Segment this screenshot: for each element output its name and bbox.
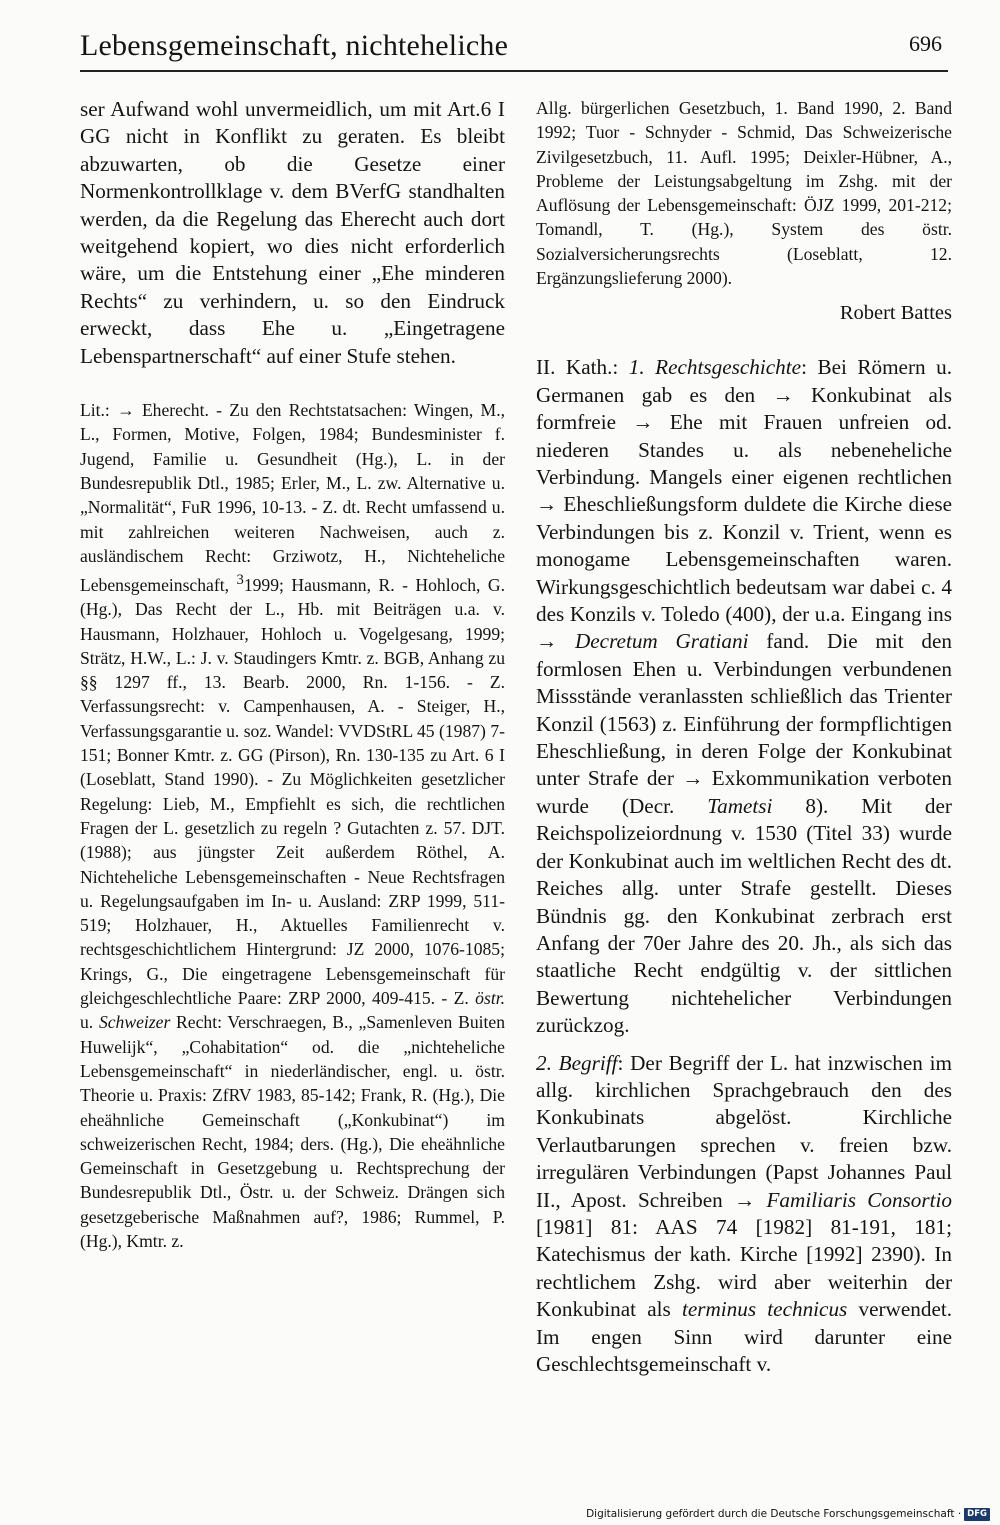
section-begriff <box>536 1050 952 1379</box>
literature-paragraph <box>80 398 505 1253</box>
section-italic: Decretum Gratiani <box>574 629 749 654</box>
section-heading: 1. Rechtsgeschichte <box>628 355 802 380</box>
section-text: : Der Begriff der L. hat inzwischen im allg. kirchlichen Sprachgebrauch den des Konkubinats abgelöst. Kirchliche Verlautbarungen sprechen v. freien bzw. irregulären Verbindungen (Papst Johannes Paul II., Apost. Schreiben → <box>536 1050 952 1212</box>
literature-text: Recht: Verschraegen, B., „Samenleven Buiten Huwelijk“, „Cohabitation“ od. die „nichteheliche Lebensgemeinschaft“ in niederländischer, engl. u. östr. Theorie u. Praxis: ZfRV 1983, 85-142; Frank, R. (Hg.), Die eheähnliche Gemeinschaft („Konkubinat“) im schweizerischen Recht, 1984; ders. (Hg.), Die eheähnliche Gemeinschaft in Gesetzgebung u. Rechtsprechung der Bundesrepublik Dtl., Östr. u. der Schweiz. Drängen sich gesetzgeberische Maßnahmen auf?, 1986; Rummel, P. (Hg.), Kmtr. z. <box>80 1012 505 1252</box>
edition-superscript: 3 <box>236 572 244 589</box>
section-italic: Tametsi <box>707 793 773 818</box>
section-rechtsgeschichte <box>536 354 952 1039</box>
literature-italic: Schweizer <box>98 1012 171 1033</box>
literature-continuation: Allg. bürgerlichen Gesetzbuch, 1. Band 1990, 2. Band 1992; Tuor - Schnyder - Schmid, Das Schweizerische Zivilgesetzbuch, 11. Aufl. 1995; Deixler-Hübner, A., Probleme der Leistungsabgeltung im Zshg. mit der Auflösung der Lebensgemeinschaft: ÖJZ 1999, 201-212; Tomandl, T. (Hg.), System des östr. Sozialversicherungsrechts (Loseblatt, 12. Ergänzungslieferung 2000). <box>536 98 952 289</box>
literature-italic: östr. <box>475 988 505 1009</box>
dfg-logo: DFG <box>964 1508 990 1521</box>
section-text: fand. Die mit den formlosen Ehen u. Verbindungen verbundenen Missstände veranlassten schließlich das Trienter Konzil (1563) z. Einführung der formpflichtigen Eheschließung, in deren Folge der Konkubinat unter Strafe der → Exkommunikation verboten wurde (Decr. <box>536 629 952 818</box>
section-italic: Familiaris Consortio <box>766 1187 952 1212</box>
section-text: : Bei Römern u. Germanen gab es den → Konkubinat als formfreie → Ehe mit Frauen unfreien od. niederen Standes u. als nebeneheliche Verbindung. Mangels einer eigenen rechtlichen → Eheschließungsform duldete die Kirche diese Verbindungen bis z. Konzil v. Trient, wenn es monogame Lebensgemeinschaften waren. Wirkungsgeschichtlich bedeutsam war dabei c. 4 des Konzils v. Toledo (400), der u.a. Eingang ins → <box>536 355 952 654</box>
left-column <box>80 96 505 1253</box>
page-number: 696 <box>909 31 942 56</box>
author-signature: Robert Battes <box>839 302 952 325</box>
page-header <box>80 26 948 72</box>
literature-text: u. <box>80 1012 94 1033</box>
body-paragraph: ser Aufwand wohl unvermeidlich, um mit Art.6 I GG nicht in Konflikt zu geraten. Es bleibt abzuwarten, ob die Gesetze einer Normenkontrollklage v. dem BVerfG standhalten werden, da die Regelung das Eherecht auch dort weitgehend kopiert, wo dies nicht erforderlich wäre, um die Entstehung einer „Ehe minderen Rechts“ zu verhindern, u. so den Eindruck erweckt, dass Ehe u. „Eingetragene Lebenspartnerschaft“ auf einer Stufe stehen. <box>80 97 505 368</box>
page-title: Lebensgemeinschaft, nichteheliche <box>80 29 509 62</box>
literature-text: 1999; Hausmann, R. - Hohloch, G. (Hg.), Das Recht der L., Hb. mit Beiträgen u.a. v. Hausmann, Holzhauer, Hohloch u. Vogelgesang, 1999; Strätz, H.W., L.: J. v. Staudingers Kmtr. z. BGB, Anhang zu §§ 1297 ff., 13. Bearb. 2000, Rn. 1-156. - Z. Verfassungsrecht: v. Campenhausen, A. - Steiger, H., Verfassungsgarantie u. soz. Wandel: VVDStRL 45 (1987) 7-151; Bonner Kmtr. z. GG (Pirson), Rn. 130-135 zu Art. 6 I (Loseblatt, Stand 1990). - Zu Möglichkeiten gesetzlicher Regelung: Lieb, M., Empfiehlt es sich, die rechtlichen Fragen der L. gesetzlich zu regeln ? Gutachten z. 57. DJT. (1988); aus jüngster Zeit außerdem Röthel, A. Nichteheliche Lebensgemeinschaften - Neue Rechtsfragen u. Regelungsaufgaben im In- u. Ausland: ZRP 1999, 511-519; Holzhauer, H., Aktuelles Familienrecht v. rechtsgeschichtlichem Hintergrund: JZ 2000, 1076-1085; Krings, G., Die eingetragene Lebensgemeinschaft für gleichgeschlechtliche Paare: ZRP 2000, 409-415. - Z. <box>80 575 505 1009</box>
section-italic: terminus technicus <box>681 1297 848 1322</box>
footer-credit: Digitalisierung gefördert durch die Deutsche Forschungsgemeinschaft · <box>586 1508 962 1520</box>
literature-text: Lit.: → Eherecht. - Zu den Rechtstatsachen: Wingen, M., L., Formen, Motive, Folgen, 1984; Bundesminister f. Jugend, Familie u. Gesundheit (Hg.), L. in der Bundesrepublik Dtl., 1985; Erler, M., L. zw. Alternative u. „Normalität“, FuR 1996, 10-13. - Z. dt. Recht umfassend u. mit zahlreichen weiteren Nachweisen, auch z. ausländischem Recht: Grziwotz, H., Nichteheliche Lebensgemeinschaft, <box>80 400 505 595</box>
section-text: [1981] 81: AAS 74 [1982] 81-191, 181; Katechismus der kath. Kirche [1992] 2390). In rechtlichem Zshg. wird aber weiterhin der Konkubinat als <box>536 1214 952 1322</box>
right-column <box>536 96 952 1378</box>
section-text: 8). Mit der Reichspolizeiordnung v. 1530 (Titel 33) wurde der Konkubinat auch im weltlichen Recht des dt. Reiches allg. unter Strafe gestellt. Dieses Bündnis gg. den Konkubinat zerbrach erst Anfang der 70er Jahre des 20. Jh., als sich das staatliche Recht endgültig v. der sittlichen Bewertung nichtehelicher Verbindungen zurückzog. <box>536 793 952 1038</box>
section-heading: 2. Begriff <box>536 1050 618 1075</box>
digitization-footer <box>586 1507 990 1521</box>
section-label: II. Kath.: <box>536 355 619 380</box>
section-text: verwendet. Im engen Sinn wird darunter eine Geschlechtsgemeinschaft v. <box>536 1297 952 1376</box>
